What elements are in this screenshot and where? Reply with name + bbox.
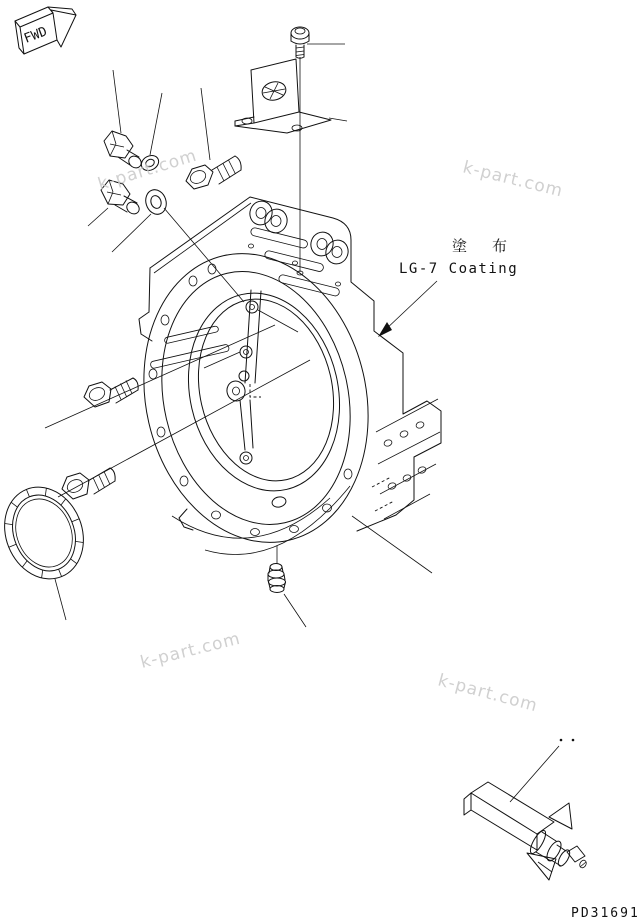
hex-bolt-left-1 xyxy=(84,378,138,407)
coating-label-jp: 塗 布 xyxy=(452,237,516,255)
drain-plug xyxy=(268,564,286,593)
watermark-text: k-part.com xyxy=(435,670,540,717)
side-pad-holes xyxy=(383,421,427,490)
washer-2 xyxy=(143,187,170,217)
hex-bolt-left-2 xyxy=(62,468,115,499)
watermark-text: k-part.com xyxy=(460,157,566,202)
flywheel-housing xyxy=(116,197,441,565)
coating-arrowhead xyxy=(378,322,392,337)
watermark-text: k-part.com xyxy=(95,145,200,195)
leader-dot xyxy=(572,739,575,742)
switch-assembly xyxy=(464,782,588,880)
deck-slots xyxy=(249,227,341,297)
leader-dot xyxy=(560,739,563,742)
top-bolt xyxy=(291,27,309,58)
coating-label xyxy=(378,237,518,337)
fwd-label: FWD xyxy=(22,24,50,47)
drawing-part-number: PD31691 xyxy=(571,906,640,921)
mounting-bracket xyxy=(235,59,331,133)
fwd-direction-arrow xyxy=(15,7,76,54)
coating-label-en: LG-7 Coating xyxy=(399,261,519,277)
deck-bolt-bosses xyxy=(247,198,352,267)
watermark-text: k-part.com xyxy=(138,628,243,673)
seal-ring xyxy=(0,475,97,591)
